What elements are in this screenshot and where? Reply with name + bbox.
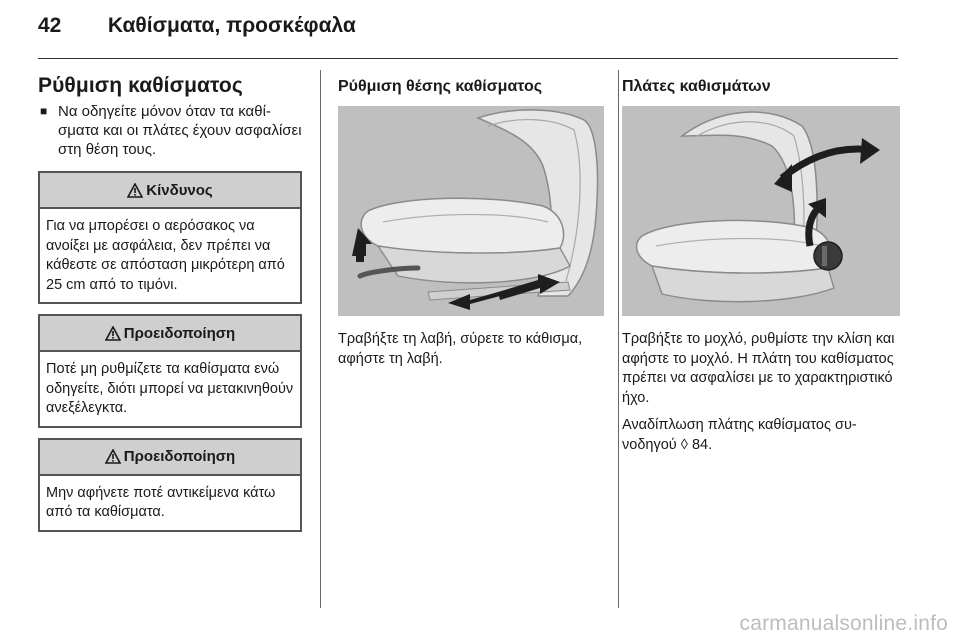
warning-box-1 [38, 314, 302, 428]
page-header [38, 14, 356, 38]
column-divider-2 [618, 70, 619, 608]
column-divider-1 [320, 70, 321, 608]
warning-box-text: Μην αφήνετε ποτέ αντικείμενα κάτω από τα καθίσματα. [46, 484, 276, 520]
bullet-text: Να οδηγείτε μόνον όταν τα καθίσματα και οι πλάτες έχουν ασφαλίσει στη θέση τους. [58, 103, 302, 158]
column-seat-adjustment [38, 74, 302, 542]
section-title-seat-position: Ρύθμιση θέσης καθίσματος [338, 78, 543, 95]
backrest-recline-diagram [622, 106, 900, 316]
header-rule [38, 58, 898, 59]
warning-box-header [40, 316, 300, 352]
bullet-item [38, 102, 302, 159]
warning-box-heading: Προειδοποίηση [123, 448, 236, 465]
warning-box-2 [38, 438, 302, 532]
section-title-seat-adjustment: Ρύθμιση καθίσματος [38, 74, 243, 97]
backrest-text: Τραβήξτε το μοχλό, ρυθμίστε την κλίση και αφήστε το μοχλό. Η πλάτη του καθίσματος πρέπει να ασφαλίσει με το χαρακτηριστικό ήχο. [622, 331, 895, 406]
warning-triangle-icon [105, 326, 121, 341]
seat-slide-diagram [338, 106, 604, 316]
warning-box-text: Ποτέ μη ρυθμίζετε τα καθίσματα ενώ οδηγείτε, διότι μπορεί να μετακινηθούν ανεξέλεγκτα. [46, 361, 294, 416]
page-title: Καθίσματα, προσκέφαλα [107, 14, 356, 37]
warning-box-heading: Προειδοποίηση [123, 324, 236, 342]
column-seat-backrests [622, 74, 900, 463]
danger-box-text: Για να μπορέσει ο αερόσακος να ανοίξει με ασφάλεια, δεν πρέπει να κάθεστε σε απόσταση μικρότερη από 25 cm από το τιμόνι. [46, 218, 285, 293]
warning-box-header [40, 440, 300, 476]
seat-position-text: Τραβήξτε τη λαβή, σύρετε το κάθισμα, αφήστε τη λαβή. [338, 331, 583, 367]
watermark: carmanualsonline.info [739, 612, 948, 635]
backrest-fold-reference [622, 416, 900, 455]
fold-text: Αναδίπλωση πλάτης καθίσματος συνοδηγού [622, 417, 857, 453]
seat-position-illustration [338, 106, 604, 316]
page-reference-icon: ◊ [680, 436, 688, 453]
page-reference-link[interactable]: 84. [691, 436, 713, 453]
warning-triangle-icon [127, 183, 143, 198]
danger-box [38, 171, 302, 304]
backrest-illustration [622, 106, 900, 316]
warning-triangle-icon [105, 449, 121, 464]
danger-box-header [40, 173, 300, 209]
danger-box-heading: Κίνδυνος [146, 181, 213, 199]
bullet-square-icon: ■ [40, 104, 48, 118]
page-number: 42 [38, 14, 62, 37]
section-title-seat-backrests: Πλάτες καθισμάτων [622, 78, 771, 95]
column-seat-position [338, 74, 604, 377]
